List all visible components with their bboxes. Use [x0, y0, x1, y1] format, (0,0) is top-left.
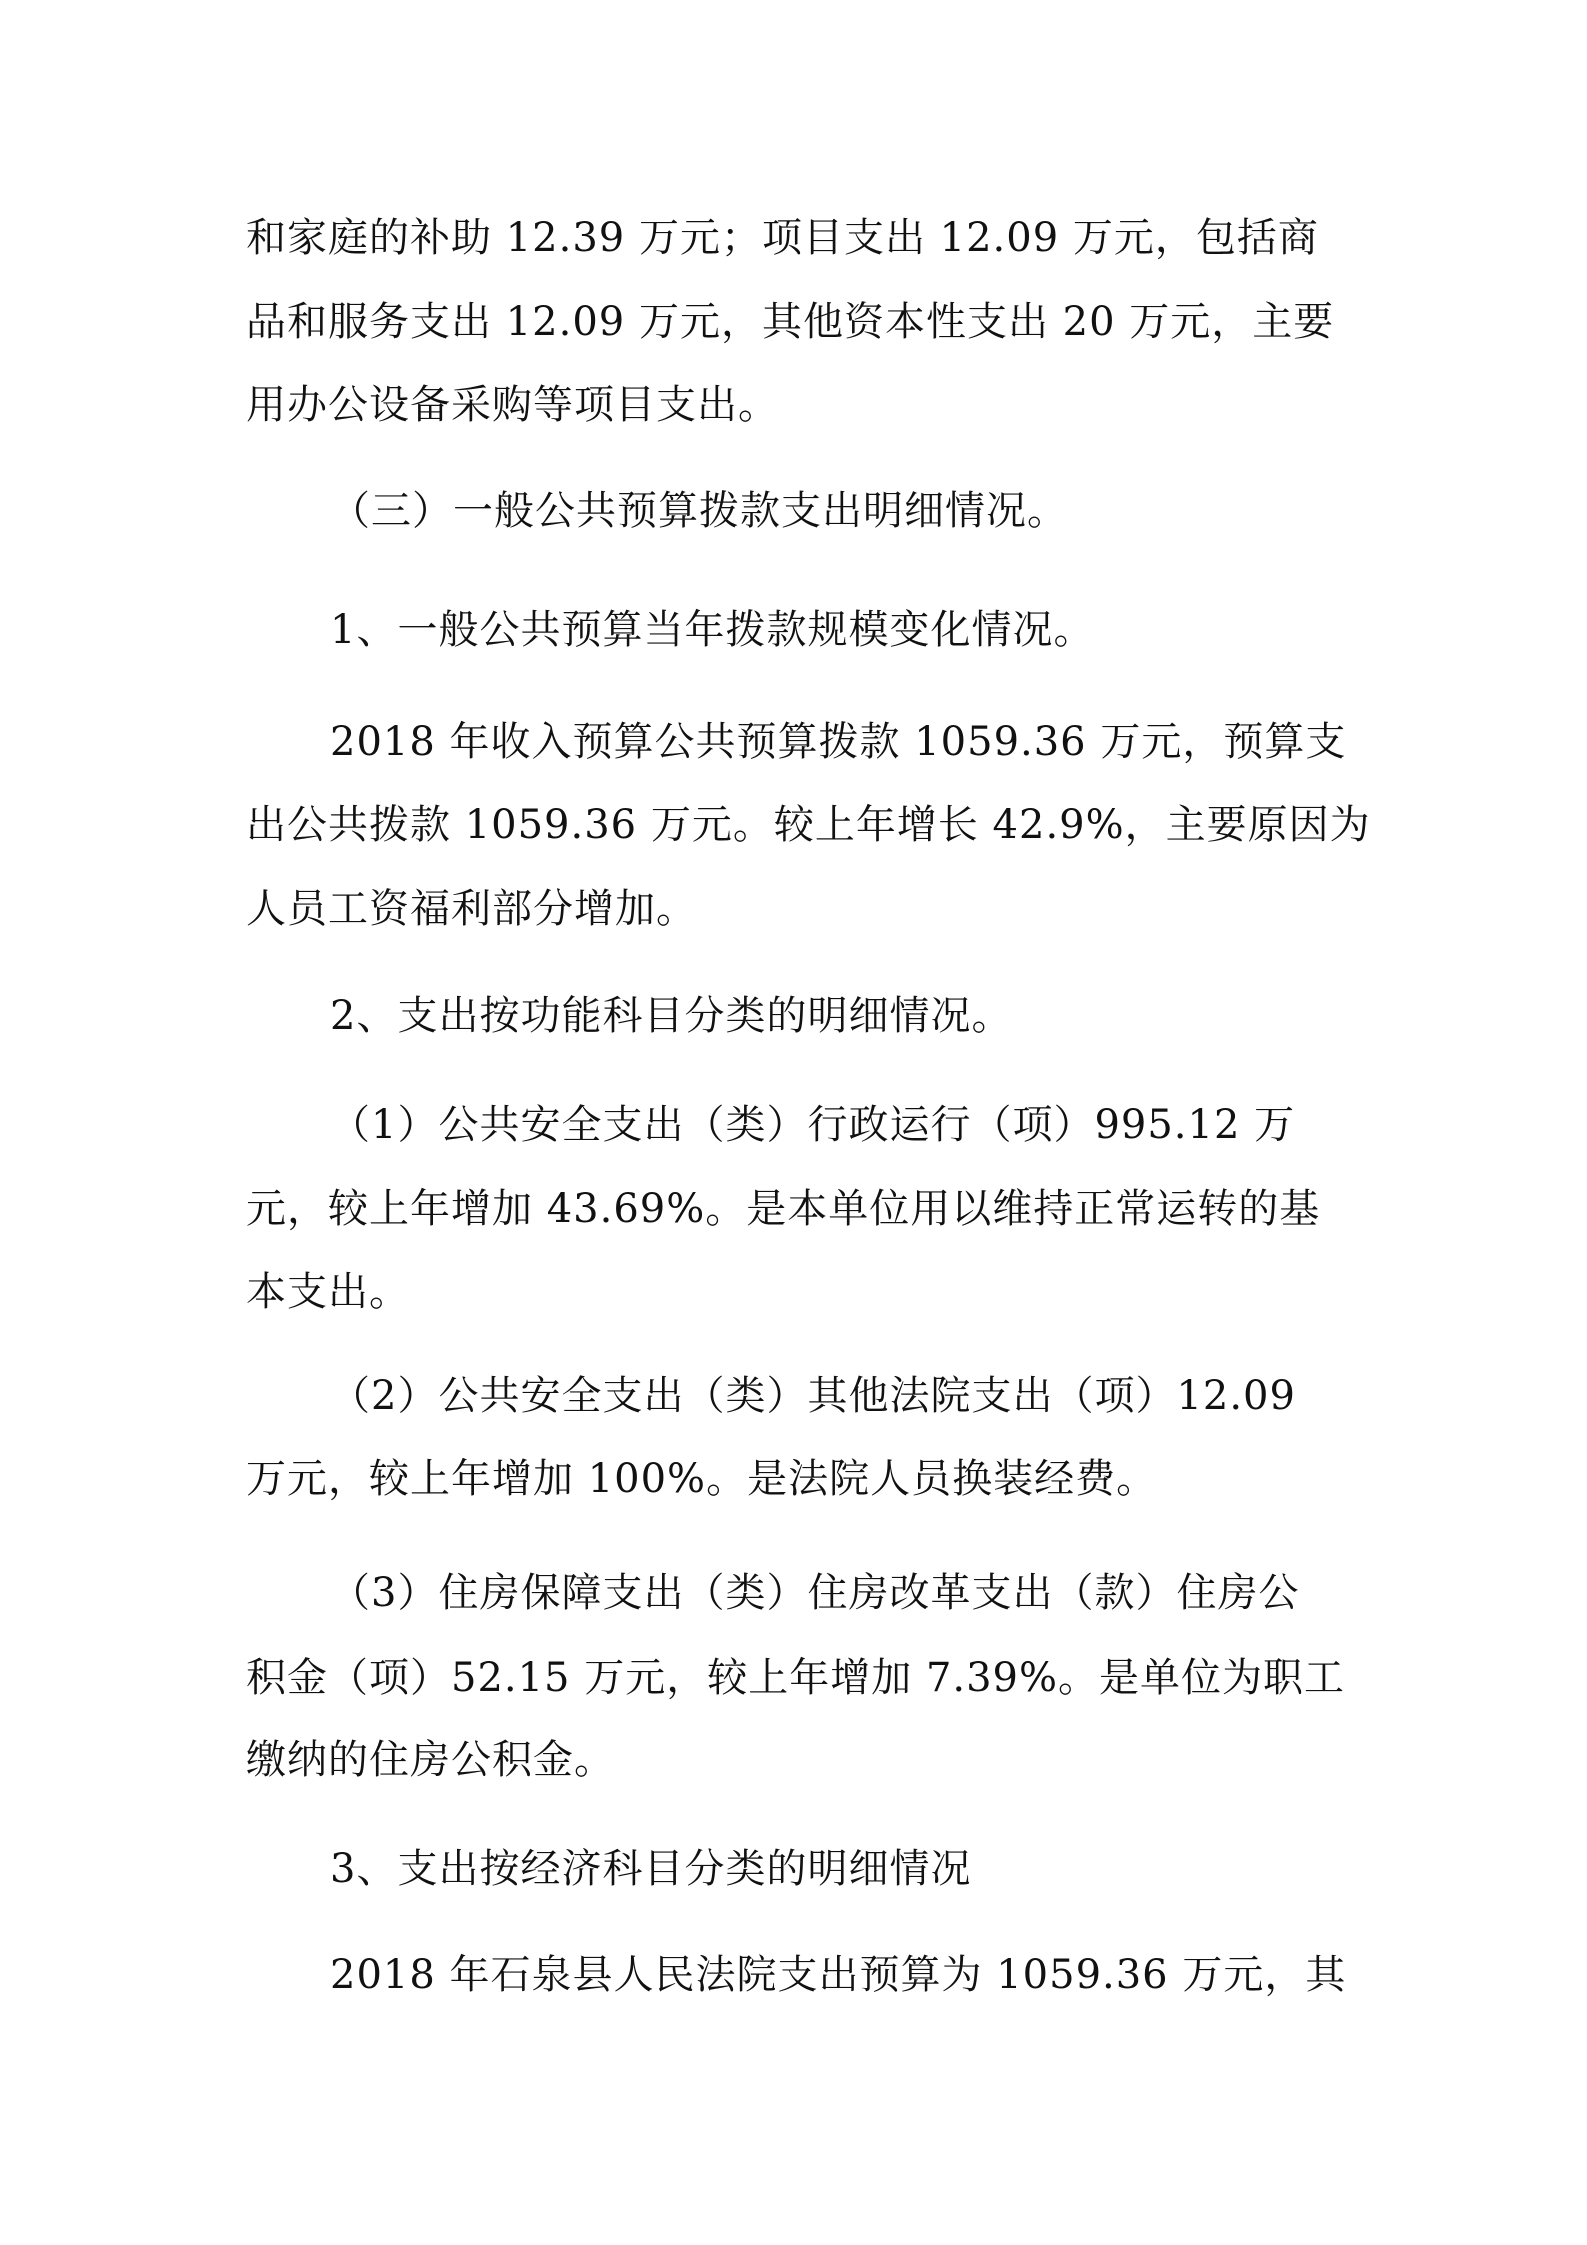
- paragraph-line: 缴纳的住房公积金。: [246, 1737, 615, 1783]
- paragraph-line: 出公共拨款 1059.36 万元。较上年增长 42.9%，主要原因为: [246, 802, 1371, 848]
- paragraph-line: 人员工资福利部分增加。: [246, 886, 697, 932]
- paragraph-line: 2018 年石泉县人民法院支出预算为 1059.36 万元，其: [330, 1952, 1347, 1998]
- paragraph-line: 本支出。: [246, 1269, 410, 1315]
- section-heading: （三）一般公共预算拨款支出明细情况。: [330, 488, 1068, 534]
- paragraph-line: 积金（项）52.15 万元，较上年增加 7.39%。是单位为职工: [246, 1655, 1346, 1701]
- paragraph-line: 用办公设备采购等项目支出。: [246, 382, 779, 428]
- paragraph-line: 2018 年收入预算公共预算拨款 1059.36 万元，预算支: [330, 719, 1347, 765]
- paragraph-line: 元，较上年增加 43.69%。是本单位用以维持正常运转的基: [246, 1186, 1321, 1232]
- paragraph-line: 万元，较上年增加 100%。是法院人员换装经费。: [246, 1456, 1158, 1502]
- paragraph-line: （2）公共安全支出（类）其他法院支出（项）12.09: [330, 1373, 1296, 1419]
- paragraph-line: 品和服务支出 12.09 万元，其他资本性支出 20 万元，主要: [246, 299, 1335, 345]
- subsection-heading: 3、支出按经济科目分类的明细情况: [330, 1846, 972, 1892]
- paragraph-line: 和家庭的补助 12.39 万元；项目支出 12.09 万元，包括商: [246, 215, 1319, 261]
- paragraph-line: （1）公共安全支出（类）行政运行（项）995.12 万: [330, 1102, 1296, 1148]
- subsection-heading: 2、支出按功能科目分类的明细情况。: [330, 993, 1013, 1039]
- paragraph-line: （3）住房保障支出（类）住房改革支出（款）住房公: [330, 1570, 1300, 1616]
- subsection-heading: 1、一般公共预算当年拨款规模变化情况。: [330, 607, 1095, 653]
